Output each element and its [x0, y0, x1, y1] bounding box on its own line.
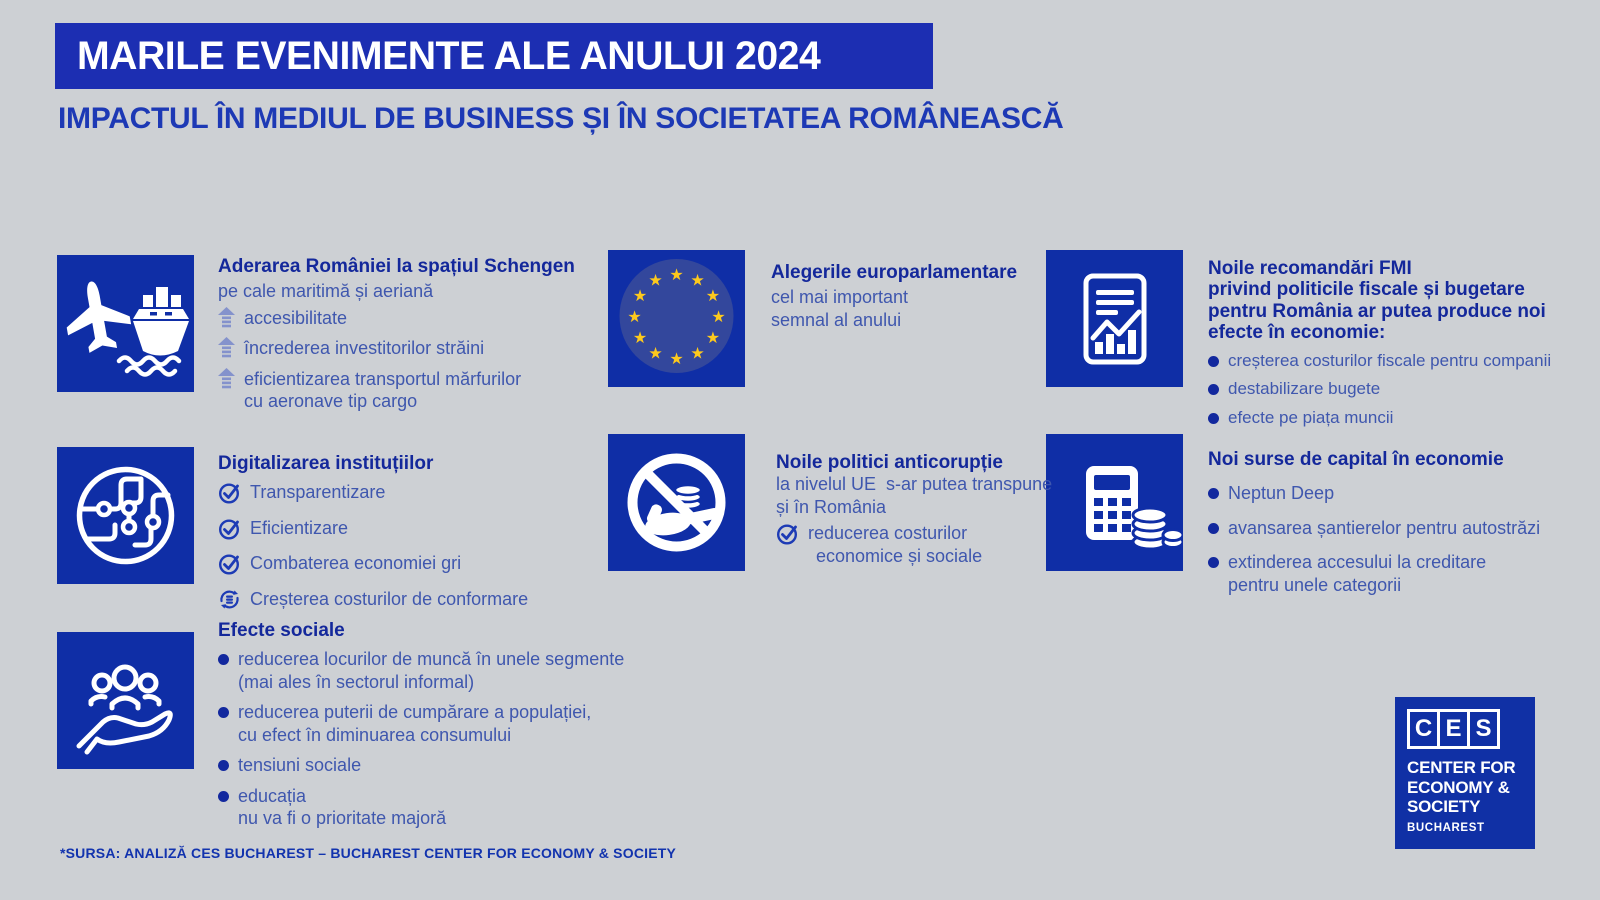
item-line: tensiuni sociale [238, 755, 362, 776]
item-line: avansarea șantierelor pentru autostrăzi [1228, 517, 1541, 538]
section-schengen [218, 256, 658, 413]
section-digitalizare [218, 453, 648, 616]
item-line: încrederea investitorilor străini [244, 338, 485, 359]
list-item [218, 368, 658, 413]
ces-city: BUCHAREST [1407, 822, 1485, 835]
section-subtitle-line: la nivelul UE s-ar putea transpune [776, 474, 1053, 495]
svg-text:★: ★ [648, 270, 663, 290]
bullet-icon [1208, 488, 1219, 499]
ces-letter-s: S [1467, 709, 1500, 749]
ces-logo-letters [1407, 709, 1535, 749]
section-capital [1208, 449, 1598, 596]
page-subtitle: IMPACTUL ÎN MEDIUL DE BUSINESS ȘI ÎN SOCIETATEA ROMÂNEASCĂ [58, 102, 1064, 135]
arrow-up-icon [218, 337, 235, 364]
ces-name-line: CENTER FOR [1407, 758, 1516, 777]
plane-ship-icon [57, 255, 194, 392]
bullet-icon [1208, 523, 1219, 534]
section-subtitle-line: semnal al anului [771, 309, 902, 330]
ces-logo [1395, 697, 1535, 849]
section-title: Noile politici anticorupție [776, 452, 1003, 473]
page-title: MARILE EVENIMENTE ALE ANULUI 2024 [77, 33, 821, 78]
svg-text:★: ★ [705, 328, 721, 347]
bullet-icon [1208, 384, 1219, 395]
list-item [1208, 378, 1598, 399]
item-line: efecte pe piața muncii [1228, 407, 1394, 427]
svg-text:★: ★ [669, 349, 684, 368]
check-icon [776, 522, 799, 551]
check-icon [218, 552, 241, 581]
item-line: creșterea costurilor fiscale pentru companii [1228, 351, 1552, 371]
item-line: eficientizarea transportul mărfurilor [244, 368, 522, 389]
title-bar [55, 23, 933, 89]
circuit-globe-icon [57, 447, 194, 584]
svg-text:★: ★ [648, 343, 663, 363]
section-efecte-sociale [218, 620, 698, 830]
item-line: Eficientizare [250, 517, 349, 538]
list-item [218, 307, 658, 334]
list-item [218, 481, 648, 510]
bullet-icon [1208, 356, 1219, 367]
check-icon [218, 517, 241, 546]
check-icon [218, 481, 241, 510]
svg-text:★: ★ [627, 307, 642, 326]
item-line: reducerea costurilor [808, 523, 968, 544]
list-item [1208, 517, 1598, 540]
bullet-icon [1208, 557, 1219, 568]
list-item [776, 522, 1116, 567]
ces-letter-e: E [1437, 709, 1470, 749]
coins-cycle-icon [218, 588, 241, 617]
list-item [1208, 350, 1598, 371]
item-line: (mai ales în sectorul informal) [238, 671, 475, 692]
arrow-up-icon [218, 368, 235, 395]
bullet-icon [218, 760, 229, 771]
list-item [218, 588, 648, 617]
svg-text:★: ★ [690, 270, 705, 290]
ces-name-line: SOCIETY [1407, 797, 1481, 817]
list-item [1208, 482, 1598, 505]
item-line: Combaterea economiei gri [250, 553, 462, 574]
list-item [1208, 551, 1598, 596]
item-line: cu aeronave tip cargo [244, 391, 418, 412]
bullet-icon [218, 707, 229, 718]
list-item [218, 754, 698, 777]
bullet-icon [1208, 413, 1219, 424]
item-line: destabilizare bugete [1228, 379, 1381, 399]
svg-text:★: ★ [711, 307, 726, 326]
ces-name-line: ECONOMY & [1407, 777, 1510, 797]
section-fmi [1208, 258, 1598, 428]
item-line: extinderea accesului la creditare [1228, 552, 1487, 573]
list-item [218, 337, 658, 364]
source-note: *SURSA: ANALIZĂ CES BUCHAREST – BUCHAREST CENTER FOR ECONOMY & SOCIETY [60, 845, 677, 861]
svg-text:★: ★ [690, 343, 705, 363]
ces-letter-c: C [1407, 709, 1440, 749]
list-item [218, 552, 648, 581]
bullet-icon [218, 791, 229, 802]
item-line: pentru unele categorii [1228, 574, 1402, 595]
item-line: nu va fi o prioritate majoră [238, 808, 447, 829]
svg-text:★: ★ [632, 286, 648, 305]
section-title-line: privind politicile fiscale și bugetare [1208, 279, 1525, 301]
svg-text:★: ★ [705, 286, 721, 305]
section-title: Aderarea României la spațiul Schengen [218, 256, 575, 277]
section-euro-elections [771, 262, 1111, 331]
item-line: reducerea locurilor de muncă în unele segmente [238, 649, 625, 670]
list-item [218, 648, 698, 693]
section-title: Noi surse de capital în economie [1208, 449, 1504, 470]
section-subtitle-line: cel mai important [771, 287, 909, 308]
list-item [218, 517, 648, 546]
svg-text:★: ★ [669, 265, 684, 284]
item-line: accesibilitate [244, 307, 348, 328]
item-line: Neptun Deep [1228, 483, 1335, 504]
section-title: Efecte sociale [218, 620, 345, 641]
section-subtitle-line: pe cale maritimă și aeriană [218, 281, 434, 302]
list-item [218, 701, 698, 746]
list-item [1208, 407, 1598, 428]
social-hand-icon [57, 632, 194, 769]
item-line: cu efect în diminuarea consumului [238, 724, 512, 745]
section-subtitle-line: și în România [776, 496, 887, 517]
section-title-line: pentru România ar putea produce noi [1208, 300, 1546, 322]
section-anticoruptie [776, 452, 1116, 567]
item-line: Transparentizare [250, 482, 386, 503]
list-item [218, 785, 698, 830]
section-title-line: Noile recomandări FMI [1208, 258, 1412, 279]
item-line: educația [238, 785, 307, 806]
item-line: reducerea puterii de cumpărare a populației, [238, 702, 592, 723]
ces-logo-name [1407, 758, 1535, 817]
item-line: Creșterea costurilor de conformare [250, 588, 529, 609]
section-title: Alegerile europarlamentare [771, 262, 1018, 283]
bullet-icon [218, 654, 229, 665]
section-title-line: efecte în economie: [1208, 321, 1386, 343]
section-title: Digitalizarea instituțiilor [218, 453, 434, 474]
svg-text:★: ★ [632, 328, 648, 347]
item-line: economice și sociale [816, 545, 983, 566]
arrow-up-icon [218, 307, 235, 334]
